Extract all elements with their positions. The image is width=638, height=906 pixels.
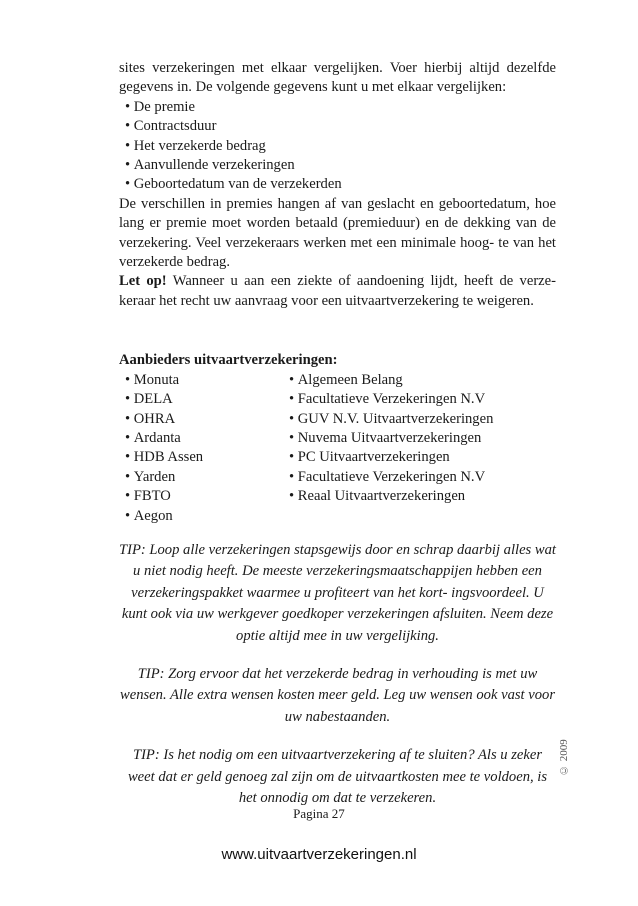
providers-title: Aanbieders uitvaartverzekeringen: — [119, 352, 338, 369]
provider-item: • Monuta — [119, 371, 283, 390]
provider-item: • Nuvema Uitvaartverzekeringen — [283, 429, 556, 448]
warning-label: Let op! — [119, 273, 167, 290]
provider-item: • Facultatieve Verzekeringen N.V — [283, 390, 556, 409]
providers-column-2 — [283, 371, 556, 526]
provider-item: • HDB Assen — [119, 448, 283, 467]
providers-column-1 — [119, 371, 283, 526]
provider-item: • OHRA — [119, 410, 283, 429]
warning-paragraph — [119, 272, 556, 311]
providers-list — [119, 371, 556, 526]
provider-item: • DELA — [119, 390, 283, 409]
provider-item: • GUV N.V. Uitvaartverzekeringen — [283, 410, 556, 429]
list-item: • Contractsduur — [119, 117, 556, 136]
provider-item: • Yarden — [119, 468, 283, 487]
copyright-notice: © 2009 — [558, 739, 570, 777]
provider-item: • Aegon — [119, 507, 283, 526]
tip-2: TIP: Zorg ervoor dat het verzekerde bedrag in verhouding is met uw wensen. Alle extra wensen kosten meer geld. Leg uw wensen ook vast voor uw nabestaanden. — [119, 665, 556, 725]
page-number: Pagina 27 — [293, 806, 345, 821]
provider-item: • Reaal Uitvaartverzekeringen — [283, 487, 556, 506]
list-item: • Aanvullende verzekeringen — [119, 156, 556, 175]
list-item: • Het verzekerde bedrag — [119, 137, 556, 156]
provider-item: • PC Uitvaartverzekeringen — [283, 448, 556, 467]
list-item: • De premie — [119, 98, 556, 117]
warning-text: Wanneer u aan een ziekte of aandoening lijdt, heeft de verze- keraar het recht uw aanvraag voor een uitvaartverzekering te weigeren. — [119, 273, 556, 309]
intro-paragraph: sites verzekeringen met elkaar vergelijken. Voer hierbij altijd dezelfde gegevens in. De volgende gegevens kunt u met elkaar vergelijken: — [119, 60, 556, 96]
page-body — [119, 59, 556, 809]
provider-item: • FBTO — [119, 487, 283, 506]
compare-list — [119, 98, 556, 195]
tip-3: TIP: Is het nodig om een uitvaartverzekering af te sluiten? Als u zeker weet dat er geld genoeg zal zijn om de uitvaartkosten mee te voldoen, is het onnodig om dat te verzekeren. — [127, 747, 548, 806]
website-url: www.uitvaartverzekeringen.nl — [221, 846, 417, 863]
tip-1: TIP: Loop alle verzekeringen stapsgewijs door en schrap daarbij alles wat u niet nodig heeft. De meeste verzekeringsmaatschappijen hebben een verzekeringspakket waarmee u profiteert van het kort- ingsvoordeel. U kunt ook via uw werkgever goedkoper verzekeringen afsluiten. Neem deze optie altijd mee in uw vergelijking. — [119, 541, 556, 644]
provider-item: • Ardanta — [119, 429, 283, 448]
provider-item: • Algemeen Belang — [283, 371, 556, 390]
list-item: • Geboortedatum van de verzekerden — [119, 175, 556, 194]
provider-item: • Facultatieve Verzekeringen N.V — [283, 468, 556, 487]
differences-paragraph: De verschillen in premies hangen af van geslacht en geboortedatum, hoe lang er premie moet worden betaald (premieduur) en de dekking van de verzekering. Veel verzekeraars werken met een minimale hoog- te van het verzekerde bedrag. — [119, 195, 556, 271]
